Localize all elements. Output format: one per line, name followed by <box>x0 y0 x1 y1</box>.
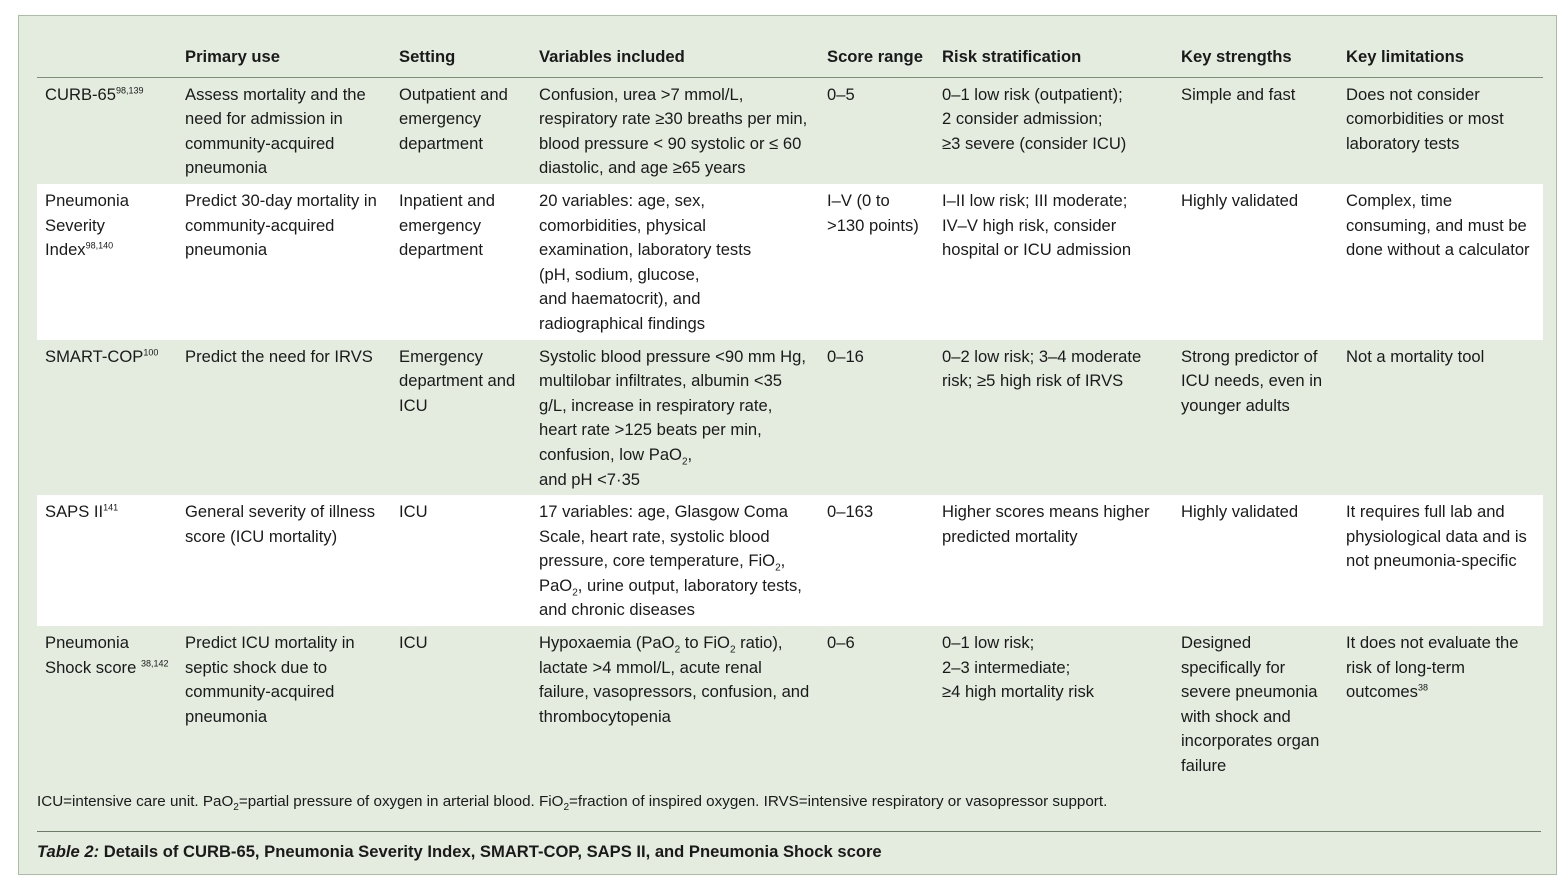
strengths-cell: Simple and fast <box>1181 84 1296 104</box>
table-footnote: ICU=intensive care unit. PaO$_2$=partial pressure of oxygen in arterial blood. FiO$_2$=fraction of inspired oxygen. IRVS=intensive respiratory or vasopressor support. <box>37 793 1108 814</box>
reference-superscript: 141 <box>103 502 119 513</box>
primary-use-cell: Predict the need for IRVS <box>185 346 373 366</box>
score-range-cell: 0–163 <box>819 495 934 626</box>
score-range-cell: I–V (0 to >130 points) <box>819 184 934 340</box>
header-score-range: Score range <box>819 42 934 77</box>
table-row <box>37 340 1543 496</box>
variables-cell: Hypoxaemia (PaO$_2$ to FiO$_2$ ratio), lactate >4 mmol/L, acute renal failure, vasopressors, confusion, and thrombocytopenia <box>539 633 810 726</box>
reference-superscript: 98,139 <box>116 85 144 96</box>
risk-line: I–II low risk; III moderate; <box>942 190 1128 210</box>
table-row <box>37 495 1543 626</box>
limitations-cell: Complex, time consuming, and must be done without a calculator <box>1338 184 1543 340</box>
risk-cell <box>934 77 1173 184</box>
strengths-cell: Highly validated <box>1173 495 1338 626</box>
table-panel <box>18 15 1557 875</box>
row-name: Pneumonia Shock score $^{38,142}$ <box>45 633 169 677</box>
row-name: CURB-65$^{98,139}$ <box>45 84 144 104</box>
limitations-cell: Not a mortality tool <box>1346 346 1485 366</box>
score-range-cell: 0–6 <box>827 633 855 653</box>
setting-cell: Inpatient and emergency department <box>391 184 531 340</box>
risk-cell: 0–2 low risk; 3–4 moderate risk; ≥5 high risk of IRVS <box>942 346 1142 391</box>
caption-text: Details of CURB-65, Pneumonia Severity Index, SMART-COP, SAPS II, and Pneumonia Shock score <box>99 842 882 861</box>
table-caption <box>37 842 882 862</box>
row-name: SMART-COP$^{100}$ <box>45 346 159 366</box>
risk-line: hospital or ICU admission <box>942 240 1132 260</box>
setting-cell: Emergency department and ICU <box>399 346 516 415</box>
risk-line: ≥3 severe (consider ICU) <box>942 133 1127 153</box>
reference-superscript: 100 <box>143 347 159 357</box>
row-name: SAPS II$^{141}$ <box>37 495 177 626</box>
header-row <box>37 42 1543 77</box>
limitations-cell: Does not consider comorbidities or most laboratory tests <box>1346 84 1504 153</box>
header-setting: Setting <box>391 42 531 77</box>
header-limitations: Key limitations <box>1338 42 1543 77</box>
variables-cell: Confusion, urea >7 mmol/L, respiratory rate ≥30 breaths per min, blood pressure < 90 systolic or ≤ 60 diastolic, and age ≥65 years <box>539 84 808 178</box>
strengths-cell: Designed specifically for severe pneumonia with shock and incorporates organ failure <box>1181 633 1320 776</box>
risk-line: 0–1 low risk (outpatient); <box>942 84 1123 104</box>
risk-cell <box>934 626 1173 782</box>
risk-line: 2–3 intermediate; <box>942 657 1071 677</box>
setting-cell: Outpatient and emergency department <box>399 84 508 153</box>
primary-use-cell: Predict ICU mortality in septic shock due to community-acquired pneumonia <box>185 633 355 726</box>
header-variables: Variables included <box>531 42 819 77</box>
header-risk: Risk stratification <box>934 42 1173 77</box>
table-row <box>37 626 1543 782</box>
score-range-cell: 0–16 <box>827 346 864 366</box>
reference-superscript: 38,142 <box>140 658 169 669</box>
risk-cell: Higher scores means higher predicted mortality <box>934 495 1173 626</box>
limitations-cell: It requires full lab and physiological data and is not pneumonia-specific <box>1338 495 1543 626</box>
risk-line: 2 consider admission; <box>942 109 1103 129</box>
risk-line: IV–V high risk, consider <box>942 215 1117 235</box>
variables-cell: Systolic blood pressure <90 mm Hg, multilobar infiltrates, albumin <35 g/L, increase in respiratory rate, heart rate >125 beats per min, confusion, low PaO$_2$, and pH <7·35 <box>539 346 806 489</box>
limitations-cell: It does not evaluate the risk of long-term outcomes$^{38}$ <box>1346 633 1519 702</box>
primary-use-cell: Assess mortality and the need for admission in community-acquired pneumonia <box>185 84 366 178</box>
reference-superscript: 98,140 <box>85 240 114 251</box>
table-row <box>37 77 1543 184</box>
score-range-cell: 0–5 <box>827 84 855 104</box>
primary-use-cell: General severity of illness score (ICU mortality) <box>177 495 391 626</box>
risk-line: 0–1 low risk; <box>942 633 1035 653</box>
primary-use-cell: Predict 30-day mortality in community-acquired pneumonia <box>177 184 391 340</box>
header-primary-use: Primary use <box>177 42 391 77</box>
strengths-cell: Strong predictor of ICU needs, even in younger adults <box>1181 346 1323 415</box>
variables-cell: 17 variables: age, Glasgow Coma Scale, heart rate, systolic blood pressure, core temperature, FiO$_2$, PaO$_2$, urine output, laboratory tests, and chronic diseases <box>531 495 819 626</box>
caption-divider <box>37 831 1541 832</box>
strengths-cell: Highly validated <box>1173 184 1338 340</box>
risk-cell <box>934 184 1173 340</box>
header-blank <box>37 42 177 77</box>
variables-cell: 20 variables: age, sex, comorbidities, physical examination, laboratory tests (pH, sodium, glucose, and haematocrit), and radiographical findings <box>531 184 819 340</box>
header-strengths: Key strengths <box>1173 42 1338 77</box>
scores-table <box>37 42 1543 782</box>
reference-superscript: 38 <box>1417 682 1428 693</box>
risk-line: ≥4 high mortality risk <box>942 682 1095 702</box>
table-row <box>37 184 1543 340</box>
setting-cell: ICU <box>399 633 428 653</box>
caption-label: Table 2: <box>37 842 100 861</box>
setting-cell: ICU <box>391 495 531 626</box>
row-name: Pneumonia Severity Index$^{98,140}$ <box>37 184 177 340</box>
